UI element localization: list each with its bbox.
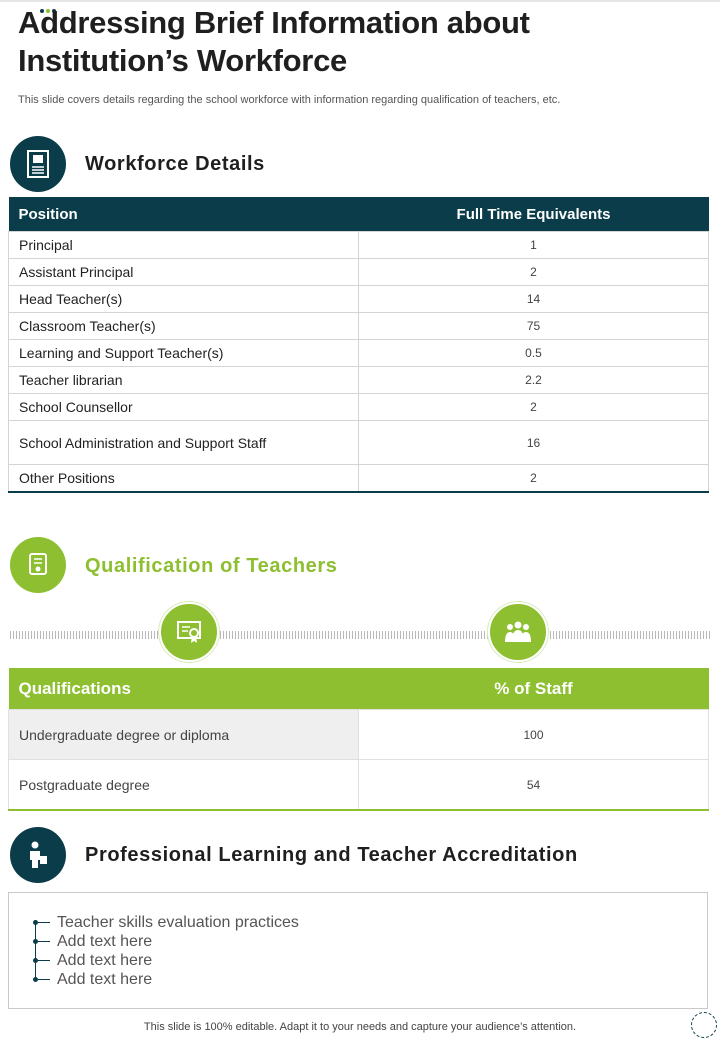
col-header-staff-pct: % of Staff xyxy=(359,668,709,710)
page-subtitle: This slide covers details regarding the school workforce with information regarding qualification of teachers, etc. xyxy=(18,94,561,106)
document-icon xyxy=(10,136,66,192)
professional-list xyxy=(29,913,299,989)
workforce-title: Workforce Details xyxy=(85,153,265,175)
certificate-icon xyxy=(159,602,219,662)
team-icon xyxy=(488,602,548,662)
list-item: Add text here xyxy=(29,970,299,989)
fte-cell: 2 xyxy=(359,394,709,421)
position-cell: Classroom Teacher(s) xyxy=(9,313,359,340)
qualification-cell: Undergraduate degree or diploma xyxy=(9,710,359,760)
table-row xyxy=(9,421,709,465)
position-cell: Assistant Principal xyxy=(9,259,359,286)
table-header-row xyxy=(9,197,709,232)
table-header-row xyxy=(9,668,709,710)
position-cell: School Administration and Support Staff xyxy=(9,421,359,465)
footer-note: This slide is 100% editable. Adapt it to your needs and capture your audience’s attention. xyxy=(143,1021,577,1033)
col-header-qualifications: Qualifications xyxy=(9,668,359,710)
table-row xyxy=(9,394,709,421)
fte-cell: 2 xyxy=(359,259,709,286)
pct-cell: 100 xyxy=(359,710,709,760)
list-item: Add text here xyxy=(29,951,299,970)
fte-cell: 0.5 xyxy=(359,340,709,367)
fte-cell: 16 xyxy=(359,421,709,465)
presenter-icon xyxy=(10,827,66,883)
col-header-position: Position xyxy=(9,197,359,232)
position-cell: Other Positions xyxy=(9,465,359,493)
table-row xyxy=(9,367,709,394)
list-item: Teacher skills evaluation practices xyxy=(29,913,299,932)
position-cell: Head Teacher(s) xyxy=(9,286,359,313)
top-rule xyxy=(0,0,720,2)
table-row xyxy=(9,465,709,493)
qualification-table xyxy=(8,668,709,811)
table-row xyxy=(9,259,709,286)
fte-cell: 2 xyxy=(359,465,709,493)
position-cell: School Counsellor xyxy=(9,394,359,421)
dotted-divider xyxy=(10,631,710,639)
table-row xyxy=(9,313,709,340)
table-row xyxy=(9,286,709,313)
fte-cell: 1 xyxy=(359,232,709,259)
table-row xyxy=(9,340,709,367)
table-row xyxy=(9,760,709,811)
diploma-icon xyxy=(10,537,66,593)
fte-cell: 75 xyxy=(359,313,709,340)
fte-cell: 14 xyxy=(359,286,709,313)
position-cell: Principal xyxy=(9,232,359,259)
corner-badge xyxy=(691,1012,717,1038)
list-item: Add text here xyxy=(29,932,299,951)
position-cell: Teacher librarian xyxy=(9,367,359,394)
professional-box xyxy=(8,892,708,1009)
position-cell: Learning and Support Teacher(s) xyxy=(9,340,359,367)
professional-title: Professional Learning and Teacher Accreditation xyxy=(85,844,578,866)
pct-cell: 54 xyxy=(359,760,709,811)
table-row xyxy=(9,710,709,760)
col-header-fte: Full Time Equivalents xyxy=(359,197,709,232)
table-row xyxy=(9,232,709,259)
workforce-table xyxy=(8,197,709,493)
qualification-title: Qualification of Teachers xyxy=(85,555,338,577)
fte-cell: 2.2 xyxy=(359,367,709,394)
page-title: Addressing Brief Information about Institution’s Workforce xyxy=(18,5,530,78)
qualification-cell: Postgraduate degree xyxy=(9,760,359,811)
